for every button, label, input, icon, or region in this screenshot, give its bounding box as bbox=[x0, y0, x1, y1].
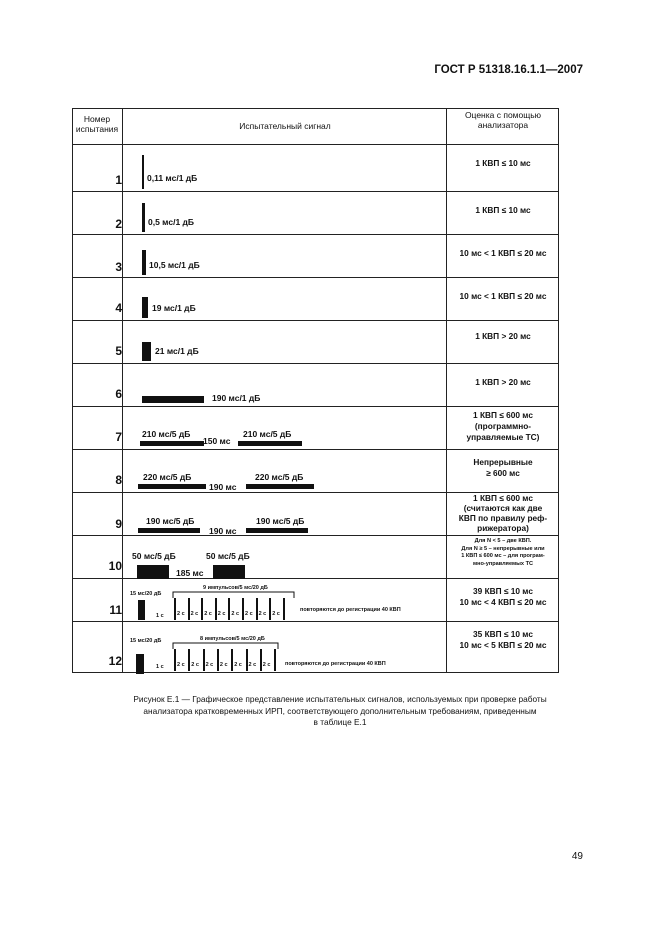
test-number: 12 bbox=[108, 654, 122, 668]
assessment-line: управляемые ТС) bbox=[466, 432, 540, 442]
assessment-line: 39 КВП ≤ 10 мс bbox=[473, 586, 533, 596]
pulse-label: 190 мс/5 дБ bbox=[256, 516, 305, 526]
assessment: 1 КВП ≤ 10 мс bbox=[475, 158, 531, 168]
assessment-line: (считаются как две bbox=[463, 503, 543, 513]
assessment-line: 1 КВП ≤ 600 мс – для програм- bbox=[461, 553, 545, 559]
pulse-bar bbox=[142, 203, 145, 232]
gap-label: 190 мс bbox=[209, 526, 237, 536]
pulse-bar bbox=[246, 528, 308, 533]
pulse-bar bbox=[217, 649, 219, 671]
pulse-bar bbox=[142, 342, 151, 361]
assessment-line: 1 КВП ≤ 600 мс bbox=[473, 410, 533, 420]
repeat-label: повторяются до регистрации 40 КВП bbox=[285, 661, 386, 667]
pulse-bar bbox=[269, 598, 271, 620]
pulse-bar bbox=[228, 598, 230, 620]
assessment-line: (программно- bbox=[474, 421, 532, 431]
test-number: 7 bbox=[115, 430, 122, 444]
pulse-bar bbox=[138, 600, 145, 620]
assessment bbox=[447, 538, 559, 568]
pulse-label: 220 мс/5 дБ bbox=[255, 472, 304, 482]
pulse-bar bbox=[137, 565, 169, 579]
pulse-label: 210 мс/5 дБ bbox=[243, 429, 292, 439]
caption-line: Рисунок Е.1 — Графическое представление испытательных сигналов, используемых при проверке работы bbox=[133, 694, 547, 704]
test-signals-table bbox=[72, 108, 559, 673]
assessment-line: Непрерывные bbox=[473, 457, 533, 467]
pulse-gap-label: 2 с bbox=[248, 662, 257, 668]
gap-label: 1 с bbox=[156, 664, 164, 670]
figure-caption bbox=[60, 694, 620, 729]
pulse-gap-label: 2 с bbox=[177, 662, 185, 668]
pulse-group-label: 8 импульсов/5 мс/20 дБ bbox=[200, 636, 265, 642]
pulse-bar bbox=[203, 649, 205, 671]
pulse-label: 10,5 мс/1 дБ bbox=[149, 260, 200, 270]
table-row bbox=[72, 320, 559, 363]
table-row bbox=[72, 191, 559, 234]
pulse-gap-label: 2 с bbox=[190, 611, 199, 617]
header-signal: Испытательный сигнал bbox=[239, 121, 331, 131]
header-assessment: Оценка с помощью анализатора bbox=[464, 110, 542, 130]
table-row bbox=[72, 492, 559, 535]
assessment: 1 КВП > 20 мс bbox=[475, 377, 531, 387]
pulse-bar bbox=[142, 250, 146, 275]
page-number: 49 bbox=[571, 851, 583, 862]
pulse-gap-label: 2 с bbox=[234, 662, 242, 668]
pulse-bar bbox=[215, 598, 217, 620]
pulse-bar bbox=[138, 484, 206, 489]
assessment-line: рижератора) bbox=[477, 523, 529, 533]
pulse-gap-label: 2 с bbox=[262, 662, 271, 668]
assessment-line: 35 КВП ≤ 10 мс bbox=[473, 629, 533, 639]
assessment: 1 КВП > 20 мс bbox=[475, 331, 531, 341]
first-pulse-label: 15 мс/20 дБ bbox=[130, 638, 162, 644]
gap-label: 185 мс bbox=[176, 568, 204, 578]
table-row bbox=[72, 363, 559, 406]
pulse-gap-label: 2 с bbox=[245, 611, 253, 617]
pulse-bar bbox=[256, 598, 258, 620]
pulse-bar bbox=[142, 396, 204, 403]
table-row bbox=[72, 535, 559, 578]
table-row bbox=[72, 578, 559, 621]
test-number: 11 bbox=[109, 603, 122, 617]
pulse-bar bbox=[174, 649, 176, 671]
pulse-bar bbox=[188, 649, 190, 671]
pulse-bar bbox=[260, 649, 262, 671]
pulse-label: 0,5 мс/1 дБ bbox=[148, 217, 195, 227]
pulse-gap-label: 2 с bbox=[272, 611, 280, 617]
assessment-line: 10 мс < 5 КВП ≤ 20 мс bbox=[459, 640, 547, 650]
test-number: 1 bbox=[115, 173, 122, 187]
pulse-label: 50 мс/5 дБ bbox=[132, 551, 176, 561]
caption-line: анализатора кратковременных ИРП, соответствующего дополнительным требованиям, приведенным bbox=[143, 705, 537, 716]
pulse-gap-label: 2 с bbox=[191, 662, 199, 668]
assessment bbox=[447, 493, 559, 533]
first-pulse-label: 15 мс/20 дБ bbox=[130, 591, 162, 597]
caption-line: в таблице Е.1 bbox=[313, 717, 367, 727]
pulse-label: 190 мс/1 дБ bbox=[212, 393, 261, 403]
pulse-bar bbox=[138, 528, 200, 533]
test-number: 9 bbox=[115, 517, 122, 531]
pulse-label: 19 мс/1 дБ bbox=[152, 303, 196, 313]
test-number: 4 bbox=[115, 301, 122, 315]
pulse-label: 210 мс/5 дБ bbox=[142, 429, 191, 439]
pulse-gap-label: 2 с bbox=[231, 611, 240, 617]
table-row bbox=[72, 406, 559, 449]
pulse-gap-label: 2 с bbox=[258, 611, 267, 617]
header-number: Номер испытания bbox=[75, 114, 119, 134]
assessment-line: Для N ≥ 5 – непрерывные или bbox=[461, 545, 545, 552]
pulse-gap-label: 2 с bbox=[177, 611, 185, 617]
assessment bbox=[447, 410, 559, 443]
test-number: 10 bbox=[108, 559, 122, 573]
gap-label: 190 мс bbox=[209, 482, 237, 492]
table-row bbox=[72, 449, 559, 492]
pulse-gap-label: 2 с bbox=[219, 662, 228, 668]
assessment: 10 мс < 1 КВП ≤ 20 мс bbox=[459, 248, 547, 258]
pulse-bar bbox=[174, 598, 176, 620]
pulse-bar bbox=[140, 441, 204, 446]
assessment-line: КВП по правилу реф- bbox=[458, 513, 548, 523]
assessment: 10 мс < 1 КВП ≤ 20 мс bbox=[459, 291, 547, 301]
table-row bbox=[72, 277, 559, 320]
pulse-bar bbox=[136, 654, 144, 674]
doc-code: ГОСТ Р 51318.16.1.1—2007 bbox=[434, 64, 583, 76]
pulse-bar bbox=[142, 155, 144, 189]
pulse-label: 50 мс/5 дБ bbox=[206, 551, 250, 561]
table-border-top bbox=[72, 108, 559, 109]
assessment: 1 КВП ≤ 10 мс bbox=[475, 205, 531, 215]
pulse-bar bbox=[274, 649, 276, 671]
table-row bbox=[72, 144, 559, 191]
test-number: 6 bbox=[115, 387, 122, 401]
pulse-bar bbox=[188, 598, 190, 620]
pulse-bar bbox=[283, 598, 285, 620]
assessment bbox=[447, 586, 559, 608]
pulse-bar bbox=[238, 441, 302, 446]
test-number: 8 bbox=[115, 473, 122, 487]
pulse-label: 0,11 мс/1 дБ bbox=[147, 173, 198, 183]
gap-label: 150 мс bbox=[203, 436, 231, 446]
test-number: 3 bbox=[115, 260, 122, 274]
pulse-bar bbox=[201, 598, 203, 620]
pulse-label: 220 мс/5 дБ bbox=[143, 472, 192, 482]
pulse-bar bbox=[246, 484, 314, 489]
assessment-line: 10 мс < 4 КВП ≤ 20 мс bbox=[459, 597, 547, 607]
assessment-line: Для N < 5 – две КВП. bbox=[474, 538, 532, 544]
pulse-gap-label: 2 с bbox=[217, 611, 226, 617]
pulse-gap-label: 2 с bbox=[204, 611, 212, 617]
assessment-line: мно-управляемых ТС bbox=[472, 560, 534, 567]
table-row bbox=[72, 621, 559, 672]
pulse-bar bbox=[231, 649, 233, 671]
pulse-label: 190 мс/5 дБ bbox=[146, 516, 195, 526]
table-row bbox=[72, 234, 559, 277]
pulse-gap-label: 2 с bbox=[205, 662, 214, 668]
gap-label: 1 с bbox=[156, 613, 164, 619]
test-number: 2 bbox=[115, 217, 122, 231]
pulse-bar bbox=[246, 649, 248, 671]
assessment bbox=[447, 457, 559, 479]
pulse-bar bbox=[142, 297, 148, 318]
pulse-group-label: 9 импульсов/5 мс/20 дБ bbox=[203, 585, 268, 591]
pulse-label: 21 мс/1 дБ bbox=[155, 346, 199, 356]
assessment-line: 1 КВП ≤ 600 мс bbox=[473, 493, 533, 503]
pulse-bar bbox=[242, 598, 244, 620]
pulse-bar bbox=[213, 565, 245, 579]
repeat-label: повторяются до регистрации 40 КВП bbox=[300, 607, 401, 613]
table-border-bottom bbox=[72, 672, 559, 673]
assessment-line: ≥ 600 мс bbox=[486, 468, 520, 478]
assessment bbox=[447, 629, 559, 651]
test-number: 5 bbox=[115, 344, 122, 358]
